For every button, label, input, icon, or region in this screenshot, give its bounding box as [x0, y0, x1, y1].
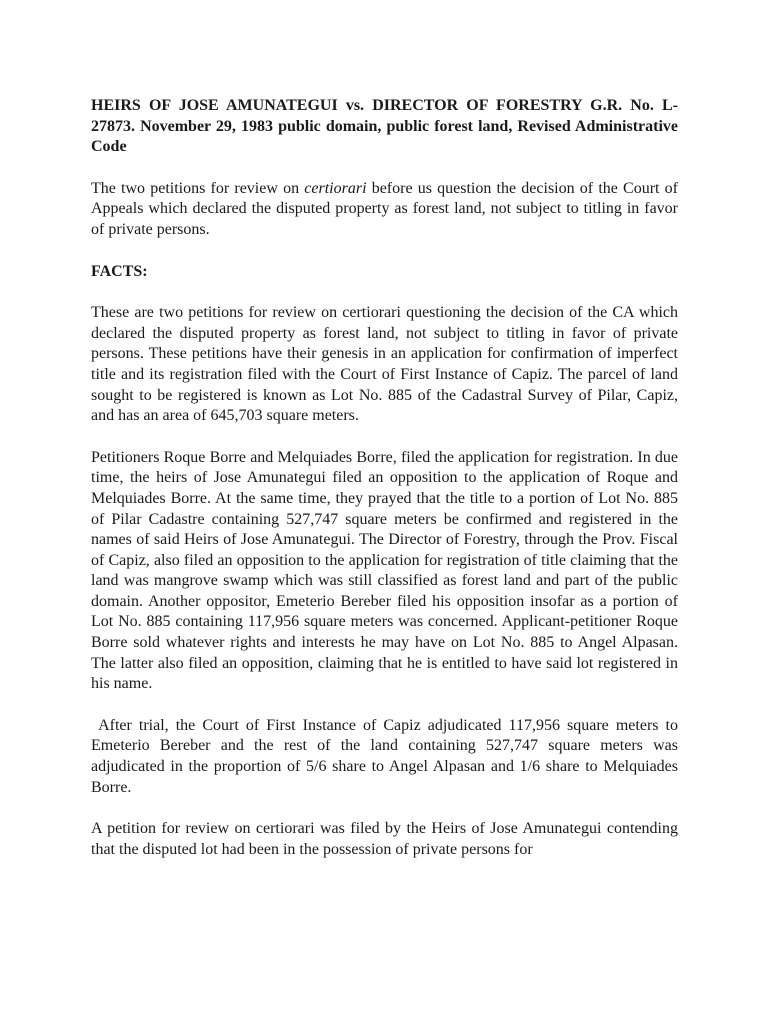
- case-title: HEIRS OF JOSE AMUNATEGUI vs. DIRECTOR OF FORESTRY G.R. No. L-27873. November 29, 1983 public domain, public forest land, Revised Administrative Code: [91, 97, 678, 156]
- facts-paragraph-2: Petitioners Roque Borre and Melquiades Borre, filed the application for registration. In due time, the heirs of Jose Amunategui filed an opposition to the application of Roque and Melquiades Borre. At the same time, they prayed that the title to a portion of Lot No. 885 of Pilar Cadastre containing 527,747 square meters be confirmed and registered in the names of said Heirs of Jose Amunategui. The Director of Forestry, through the Prov. Fiscal of Capiz, also filed an opposition to the application for registration of title claiming that the land was mangrove swamp which was still classified as forest land and part of the public domain. Another oppositor, Emeterio Bereber filed his opposition insofar as a portion of Lot No. 885 containing 117,956 square meters was concerned. Applicant-petitioner Roque Borre sold whatever rights and interests he may have on Lot No. 885 to Angel Alpasan. The latter also filed an opposition, claiming that he is entitled to have said lot registered in his name.: [91, 448, 678, 693]
- facts-paragraph-4: A petition for review on certiorari was filed by the Heirs of Jose Amunategui contending that the disputed lot had been in the possession of private persons for: [91, 820, 678, 858]
- intro-text-after: before us question the decision of the Court of Appeals which declared the disputed property as forest land, not subject to titling in favor of private persons.: [91, 179, 679, 238]
- facts-paragraph-3: After trial, the Court of First Instance of Capiz adjudicated 117,956 square meters to Emeterio Bereber and the rest of the land containing 527,747 square meters was adjudicated in the proportion of 5/6 share to Angel Alpasan and 1/6 share to Melquiades Borre.: [91, 716, 683, 796]
- facts-heading: FACTS:: [91, 262, 148, 280]
- intro-paragraph: [91, 179, 678, 241]
- intro-text-before: The two petitions for review on: [91, 179, 305, 197]
- document-page: [91, 96, 683, 881]
- facts-paragraph-1: These are two petitions for review on certiorari questioning the decision of the CA which declared the disputed property as forest land, not subject to titling in favor of private persons. These petitions have their genesis in an application for confirmation of imperfect title and its registration filed with the Court of First Instance of Capiz. The parcel of land sought to be registered is known as Lot No. 885 of the Cadastral Survey of Pilar, Capiz, and has an area of 645,703 square meters.: [91, 304, 678, 425]
- intro-italic-term: certiorari: [304, 179, 367, 197]
